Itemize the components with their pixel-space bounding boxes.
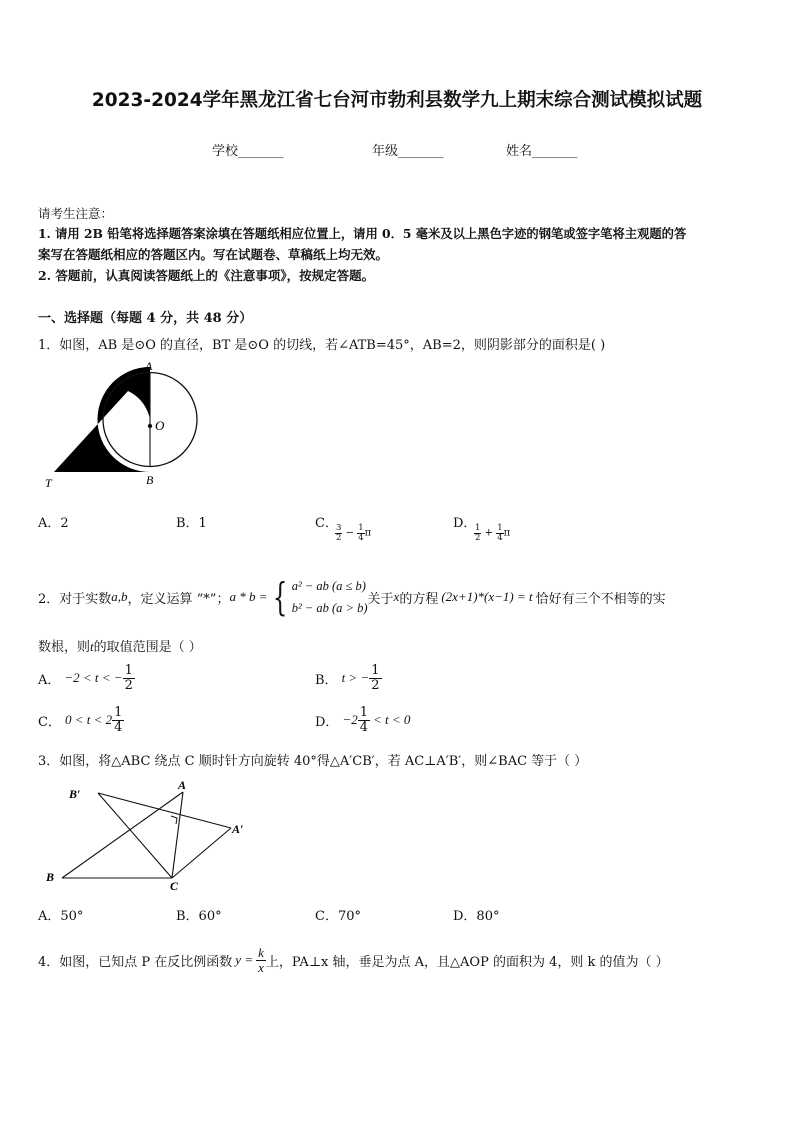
q1-d-op: + xyxy=(484,527,493,539)
q3-label-c: C xyxy=(170,879,179,893)
grade-field: 年级_______ xyxy=(372,144,444,159)
q3-label-a: A xyxy=(178,778,187,792)
q2-option-c xyxy=(38,706,124,734)
q3-figure xyxy=(40,776,260,898)
q2-option-d-prefix: D． xyxy=(315,714,339,730)
q4-frac-num: k xyxy=(258,944,264,960)
q1-label-a: A xyxy=(145,360,153,373)
q3-label-ap: A′ xyxy=(232,822,244,836)
q2-option-d-expr-a: −2 xyxy=(342,712,358,728)
q1-d-frac2-num: 1 xyxy=(497,523,503,533)
q2-option-d-frac: 1 4 xyxy=(359,705,368,735)
q4-s1: 4．如图，已知点 P 在反比例函数 xyxy=(38,954,233,970)
q3-option-d: D．80° xyxy=(453,909,500,924)
q1-d-pi: π xyxy=(503,527,511,539)
q2-s3: 关于 xyxy=(367,591,394,607)
q1-label-o: O xyxy=(155,418,165,433)
q2-case2: b² − ab (a > b) xyxy=(291,601,368,615)
q2-option-d xyxy=(315,706,410,734)
q2-option-b xyxy=(315,664,382,692)
q4-frac xyxy=(256,946,266,974)
q4-s2: 上，PA⊥x 轴，垂足为点 A，且△AOP 的面积为 4，则 k 的值为（ ） xyxy=(265,954,669,970)
q2-stem xyxy=(38,572,666,622)
q2-option-a-frac: $\frac{1}{2}$ xyxy=(124,663,133,693)
q1-c-pi: π xyxy=(364,527,372,539)
q1-c-frac1-den: 2 xyxy=(336,532,342,543)
q2-option-a xyxy=(38,664,135,692)
q1-d-frac2-den: 4 xyxy=(497,532,503,543)
q2-brace: { xyxy=(272,575,287,619)
q2-line2b: 的取值范围是（ ） xyxy=(93,640,202,655)
q1-figure xyxy=(40,360,215,495)
q3-option-c: C．70° xyxy=(315,909,361,924)
q1-option-a: A．2 xyxy=(38,516,69,531)
q2-option-c-frac: 1 4 xyxy=(114,705,123,735)
q2-option-a-prefix: A． xyxy=(38,672,61,688)
q2-option-b-frac: $\frac{1}{2}$ xyxy=(371,663,380,693)
notice-line-2: 2. 答题前，认真阅读答题纸上的《注意事项》，按规定答题。 xyxy=(38,268,375,283)
q2-t: t xyxy=(90,639,94,654)
school-field: 学校_______ xyxy=(212,144,284,159)
notice-line-1: 1. 请用 2B 铅笔将选择题答案涂填在答题纸相应位置上，请用 0．5 毫米及以上黑色字迹的钢笔或签字笔将主观题的答 xyxy=(38,226,687,241)
q2-s4: 的方程 xyxy=(399,591,439,607)
q1-option-c-prefix: C． xyxy=(315,516,338,531)
q2-line2a: 数根，则 xyxy=(38,640,91,655)
q2-eq: (2x+1)*(x−1) = t xyxy=(441,589,533,604)
page-title: 2023-2024学年黑龙江省七台河市勃利县数学九上期末综合测试模拟试题 xyxy=(91,90,703,111)
q1-d-frac1-den: 2 xyxy=(475,532,481,543)
q2-option-b-prefix: B． xyxy=(315,672,338,688)
q4-y: y = xyxy=(235,952,254,967)
q2-s2: ，定义运算 “*”； xyxy=(127,591,230,607)
q1-c-frac2-num: 1 xyxy=(358,523,364,533)
q3-option-a: A．50° xyxy=(38,909,84,924)
q3-label-bp: B′ xyxy=(69,787,81,801)
section-heading: 一、选择题（每题 4 分，共 48 分） xyxy=(38,311,253,326)
q2-s1: 2．对于实数 xyxy=(38,591,112,607)
q3-stem: 3．如图，将△ABC 绕点 C 顺时针方向旋转 40°得△A′CB′，若 AC⊥A′B′，则∠BAC 等于（ ） xyxy=(38,754,588,769)
q1-c-frac2-den: 4 xyxy=(358,532,364,543)
q1-c-op: − xyxy=(345,527,354,539)
q2-option-c-expr: 0 < t < 2 xyxy=(64,712,113,728)
q3-option-b: B．60° xyxy=(176,909,222,924)
q3-seg-bpap xyxy=(98,793,231,828)
q2-cases xyxy=(292,575,368,619)
q1-stem: 1．如图，AB 是⊙O 的直径，BT 是⊙O 的切线，若∠ATB=45°，AB=2，则阴影部分的面积是( ) xyxy=(38,338,606,353)
q2-option-a-expr: −2 < t < − xyxy=(64,670,123,686)
q2-option-c-prefix: C． xyxy=(38,714,61,730)
q1-option-b: B．1 xyxy=(176,516,207,531)
q3-seg-ac xyxy=(172,792,183,878)
q2-def: a * b = xyxy=(229,589,268,604)
q1-center-dot xyxy=(148,424,152,428)
q4-frac-den: x xyxy=(258,959,264,975)
q1-option-c-expr xyxy=(335,524,371,542)
notice-heading: 请考生注意： xyxy=(38,206,114,221)
q2-ab: a,b xyxy=(111,589,128,604)
q2-case1: a² − ab (a ≤ b) xyxy=(291,579,366,593)
q3-seg-apc xyxy=(172,828,231,878)
q2-x: x xyxy=(393,589,400,604)
q1-option-d-expr xyxy=(474,524,510,542)
q2-stem-line2 xyxy=(38,636,202,655)
q1-label-t: T xyxy=(45,476,52,490)
q3-label-b: B xyxy=(46,870,55,884)
q3-seg-bpc xyxy=(98,793,172,878)
q1-option-d-prefix: D． xyxy=(453,516,477,531)
notice-line-1b: 案写在答题纸相应的答题区内。写在试题卷、草稿纸上均无效。 xyxy=(38,247,389,262)
q1-label-b: B xyxy=(146,473,154,487)
q1-option-d xyxy=(453,512,476,531)
q1-d-frac1-num: 1 xyxy=(475,523,481,533)
q3-right-angle-mark xyxy=(171,816,177,824)
q1-c-frac1-num: 3 xyxy=(336,523,342,533)
q4-stem xyxy=(38,940,669,980)
q3-seg-ba xyxy=(62,792,183,878)
q2-s5: 恰好有三个不相等的实 xyxy=(535,591,666,607)
q2-option-d-expr-b: < t < 0 xyxy=(373,712,411,728)
name-field: 姓名_______ xyxy=(506,144,578,159)
q2-option-b-expr: t > − xyxy=(341,670,370,686)
